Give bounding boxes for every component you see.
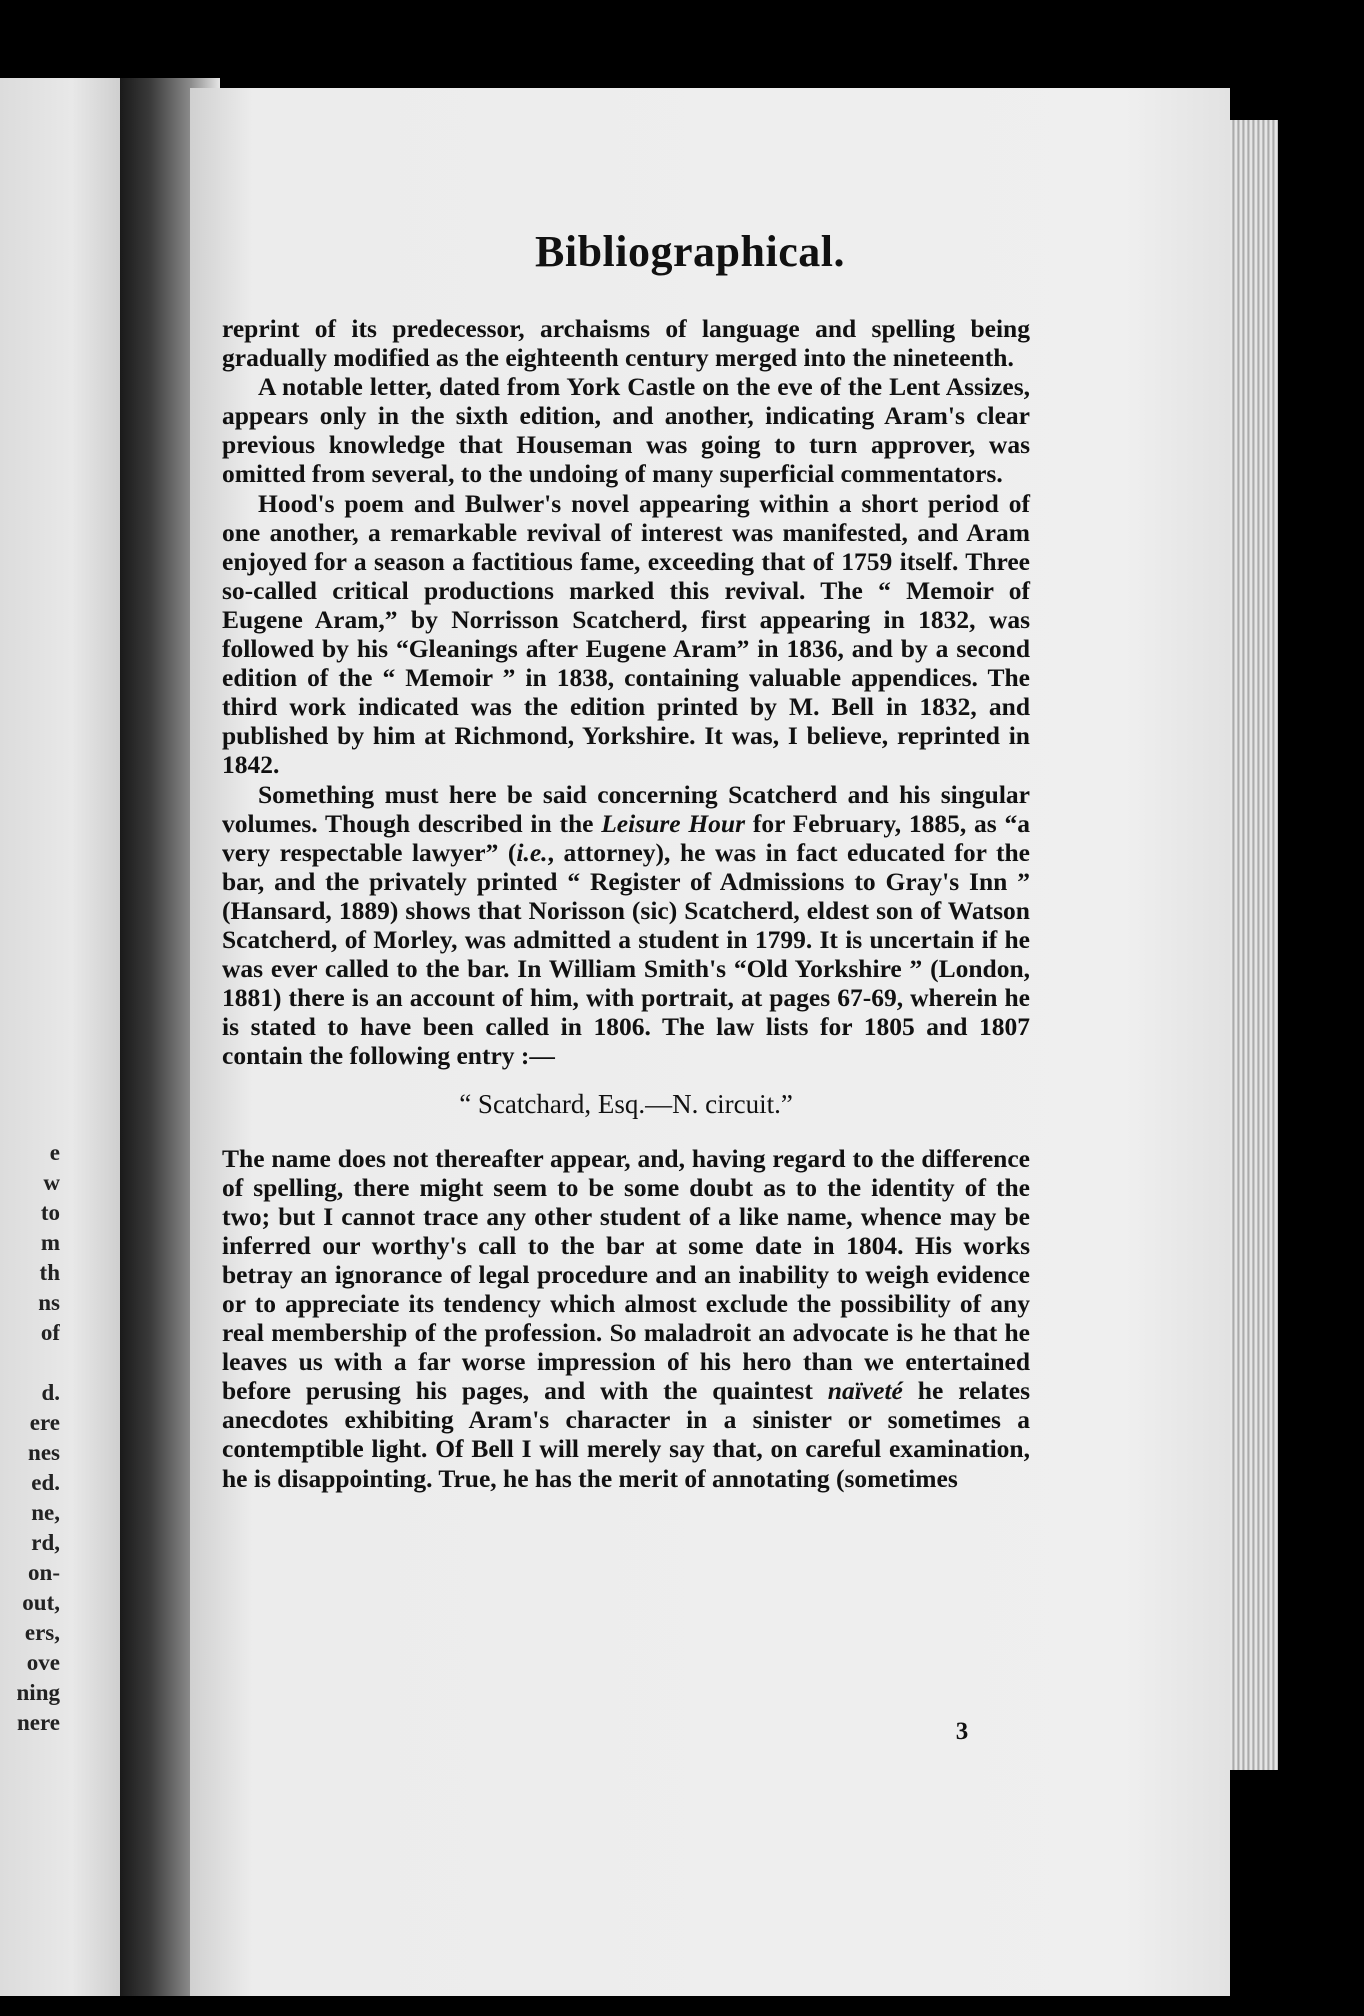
left-fragment: of (40, 1320, 60, 1345)
left-fragment: ne, (31, 1500, 60, 1525)
left-fragment: d. (41, 1380, 60, 1405)
left-fragment: to (40, 1200, 60, 1225)
text-run: , attorney), he was in fact educated for the bar, and the privately printed “ Register of Admissions to Gray's Inn ” (Hansard, 1889) shows that Norisson (sic) Scatcherd, eldest son of Watson Scatcherd, of Morley, was admitted a student in 1799. It is uncertain if he was ever called to the bar. In William Smith's “Old Yorkshire ” (London, 1881) there is an account of him, with portrait, at pages 67-69, wherein he is stated to have been called in 1806. The law lists for 1805 and 1807 contain the following entry :— (222, 837, 1030, 1071)
page-number: 3 (955, 1718, 969, 1745)
paragraphs (222, 314, 1030, 1070)
left-fragment: e (49, 1140, 60, 1165)
left-fragment: rd, (31, 1530, 60, 1555)
text-run: for February, 1885, as “a very respectable lawyer” ( (222, 808, 1030, 867)
left-fragment: nere (16, 1710, 60, 1735)
text-run: reprint of its predecessor, archaisms of language and spelling being gradually modified as the eighteenth century merged into the nineteenth. (222, 314, 1030, 373)
left-fragment: nes (28, 1440, 60, 1465)
left-fragment: ers, (24, 1620, 60, 1645)
left-fragment: ove (26, 1650, 60, 1675)
paragraph (222, 1144, 1030, 1493)
italic-text: i.e. (516, 837, 548, 867)
text-run: Something must here be said concerning Scatcherd and his singular volumes. Though described in the (222, 779, 1030, 838)
paragraph (222, 314, 1030, 372)
left-fragment: ed. (31, 1470, 60, 1495)
left-fragment: w (43, 1170, 60, 1195)
italic-text: naïveté (827, 1376, 903, 1406)
paragraph (222, 780, 1030, 1071)
italic-text: Leisure Hour (601, 808, 746, 838)
left-page (0, 78, 120, 1996)
left-fragment: m (40, 1230, 60, 1255)
left-fragment: out, (22, 1590, 60, 1615)
left-fragment: ning (16, 1680, 60, 1705)
body-text (222, 314, 1030, 1493)
text-run: Hood's poem and Bulwer's novel appearing within a short period of one another, a remarkable revival of interest was manifested, and Aram enjoyed for a season a factitious fame, exceeding that of 1759 itself. Three so-called critical productions marked this revival. The “ Memoir of Eugene Aram,” by Norrisson Scatcherd, first appearing in 1832, was followed by his “Gleanings after Eugene Aram” in 1836, and by a second edition of the “ Memoir ” in 1838, containing valuable appendices. The third work indicated was the edition printed by M. Bell in 1832, and published by him at Richmond, Yorkshire. It was, I believe, reprinted in 1842. (222, 488, 1030, 780)
running-head: Bibliographical. (535, 227, 845, 276)
left-fragment (0, 1348, 60, 1378)
left-page-fragments (0, 1138, 60, 1738)
paragraph (222, 489, 1030, 780)
left-fragment: ere (29, 1410, 60, 1435)
text-run: he relates anecdotes exhibiting Aram's character in a sinister or sometimes a contemptible light. Of Bell I will merely say that, on careful examination, he is disappointing. True, he has the merit of annotating (sometimes (222, 1376, 1030, 1493)
page-edges (1230, 120, 1278, 1770)
closing-paragraph (222, 1144, 1030, 1493)
text-run: A notable letter, dated from York Castle on the eve of the Lent Assizes, appears only in the sixth edition, and another, indicating Aram's clear previous knowledge that Houseman was going to turn approver, was omitted from several, to the undoing of many superficial commentators. (222, 372, 1030, 489)
text-run: The name does not thereafter appear, and, having regard to the difference of spelling, there might seem to be some doubt as to the identity of the two; but I cannot trace any other student of a like name, whence may be inferred our worthy's call to the bar at some date in 1804. His works betray an ignorance of legal procedure and an inability to weigh evidence or to appreciate its tendency which almost exclude the possibility of any real membership of the profession. So maladroit an advocate is he that he leaves us with a far worse impression of his hero than we entertained before perusing his pages, and with the quaintest (222, 1143, 1030, 1406)
paragraph (222, 372, 1030, 488)
left-fragment: on- (28, 1560, 60, 1585)
left-fragment: ns (38, 1290, 60, 1315)
left-fragment: th (39, 1260, 60, 1285)
quoted-entry: “ Scatchard, Esq.—N. circuit.” (459, 1089, 793, 1120)
